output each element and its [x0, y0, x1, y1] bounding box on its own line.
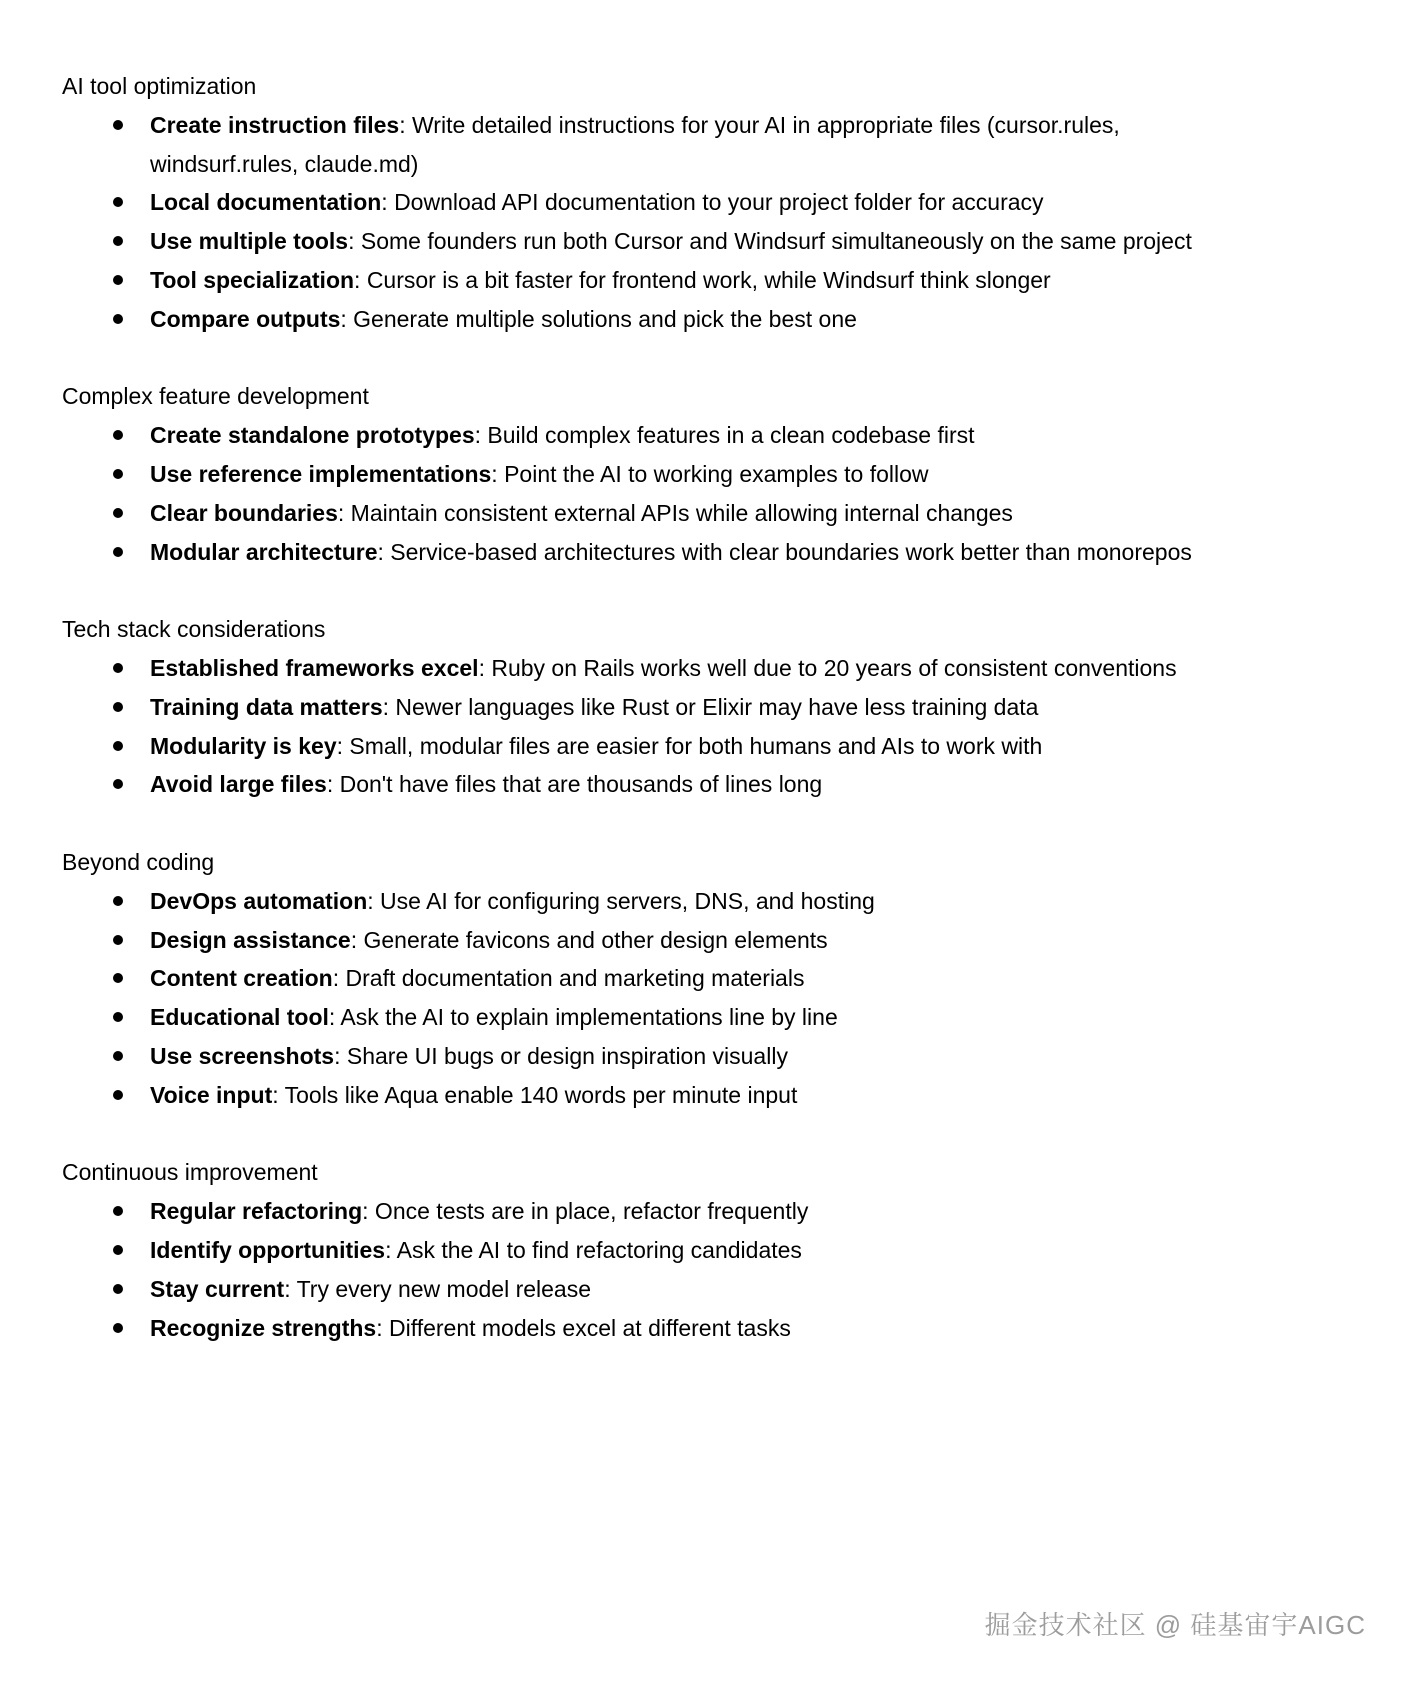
item-description: : Generate favicons and other design elements — [350, 926, 828, 953]
doc-section — [62, 1153, 1350, 1347]
item-description: : Maintain consistent external APIs while allowing internal changes — [337, 499, 1013, 526]
list-item — [150, 649, 1270, 688]
item-description: : Don't have files that are thousands of lines long — [326, 771, 823, 798]
list-item — [150, 727, 1270, 766]
section-heading: AI tool optimization — [62, 73, 257, 99]
document-body — [62, 67, 1350, 1347]
list-item — [150, 765, 1270, 804]
item-term: Educational tool — [150, 1004, 329, 1031]
item-description: : Write detailed instructions for your AI in appropriate files (cursor.rules, windsurf.rules, claude.md) — [150, 111, 1120, 177]
list-item — [150, 1037, 1270, 1076]
list-item — [150, 1192, 1270, 1231]
item-description: : Ask the AI to explain implementations line by line — [328, 1004, 838, 1031]
list-item — [150, 106, 1270, 184]
list-item — [150, 998, 1270, 1037]
item-description: : Newer languages like Rust or Elixir may have less training data — [382, 693, 1039, 720]
item-term: Established frameworks excel — [150, 654, 479, 681]
section-heading: Tech stack considerations — [62, 616, 326, 643]
bullet-list — [62, 106, 1270, 339]
item-term: Use screenshots — [150, 1042, 335, 1069]
item-description: : Different models excel at different tasks — [376, 1314, 791, 1341]
item-description: : Try every new model release — [284, 1275, 592, 1302]
list-item — [150, 688, 1270, 727]
item-description: : Service-based architectures with clear boundaries work better than monorepos — [377, 538, 1192, 565]
item-description: : Build complex features in a clean codebase first — [474, 422, 975, 449]
list-item — [150, 959, 1270, 998]
item-term: Regular refactoring — [150, 1198, 363, 1225]
doc-section — [62, 377, 1350, 571]
item-term: Clear boundaries — [150, 499, 338, 526]
item-description: : Cursor is a bit faster for frontend work, while Windsurf think slonger — [354, 266, 1051, 293]
item-description: : Share UI bugs or design inspiration visually — [334, 1042, 788, 1069]
list-item — [150, 494, 1270, 533]
list-item — [150, 455, 1270, 494]
list-item — [150, 222, 1270, 261]
item-description: : Generate multiple solutions and pick the best one — [340, 305, 857, 332]
item-term: Use reference implementations — [150, 460, 492, 487]
bullet-list — [62, 649, 1270, 804]
doc-section — [62, 610, 1350, 804]
list-item — [150, 416, 1270, 455]
list-item — [150, 921, 1270, 960]
list-item — [150, 1270, 1270, 1309]
list-item — [150, 1309, 1270, 1348]
item-term: Tool specialization — [150, 266, 355, 293]
section-heading: Continuous improvement — [62, 1159, 318, 1186]
doc-section — [62, 843, 1350, 1115]
list-item — [150, 300, 1270, 339]
item-term: Design assistance — [150, 926, 351, 953]
item-term: Avoid large files — [150, 771, 327, 798]
item-term: Create standalone prototypes — [150, 422, 475, 449]
item-term: Identify opportunities — [150, 1236, 386, 1263]
item-term: Recognize strengths — [150, 1314, 377, 1341]
item-description: : Ask the AI to find refactoring candidates — [385, 1236, 802, 1263]
list-item — [150, 882, 1270, 921]
list-item — [150, 1076, 1270, 1115]
item-term: Use multiple tools — [150, 228, 349, 255]
list-item — [150, 261, 1270, 300]
doc-section — [62, 67, 1350, 339]
item-term: Modularity is key — [150, 732, 337, 759]
item-term: DevOps automation — [150, 887, 368, 914]
bullet-list — [62, 416, 1270, 571]
item-term: Modular architecture — [150, 538, 378, 565]
item-description: : Some founders run both Cursor and Windsurf simultaneously on the same project — [348, 228, 1192, 255]
item-term: Compare outputs — [150, 305, 341, 332]
item-term: Stay current — [150, 1275, 285, 1302]
item-description: : Small, modular files are easier for both humans and AIs to work with — [336, 732, 1043, 759]
item-term: Content creation — [150, 965, 333, 992]
item-description: : Ruby on Rails works well due to 20 years of consistent conventions — [478, 654, 1177, 681]
bullet-list — [62, 882, 1270, 1115]
section-heading: Beyond coding — [62, 848, 215, 875]
item-description: : Once tests are in place, refactor frequently — [362, 1198, 809, 1225]
list-item — [150, 1231, 1270, 1270]
item-description: : Tools like Aqua enable 140 words per minute input — [272, 1081, 798, 1108]
bullet-list — [62, 1192, 1270, 1347]
section-heading: Complex feature development — [62, 383, 369, 410]
item-description: : Use AI for configuring servers, DNS, and hosting — [367, 887, 875, 914]
list-item — [150, 183, 1270, 222]
item-description: : Draft documentation and marketing materials — [332, 965, 805, 992]
item-term: Voice input — [150, 1081, 273, 1108]
item-description: : Point the AI to working examples to follow — [491, 460, 929, 487]
item-description: : Download API documentation to your project folder for accuracy — [381, 189, 1044, 216]
list-item — [150, 533, 1270, 572]
item-term: Create instruction files — [150, 111, 400, 138]
item-term: Local documentation — [150, 189, 382, 216]
item-term: Training data matters — [150, 693, 383, 720]
watermark-text: 掘金技术社区 @ 硅基宙宇AIGC — [984, 1610, 1366, 1640]
